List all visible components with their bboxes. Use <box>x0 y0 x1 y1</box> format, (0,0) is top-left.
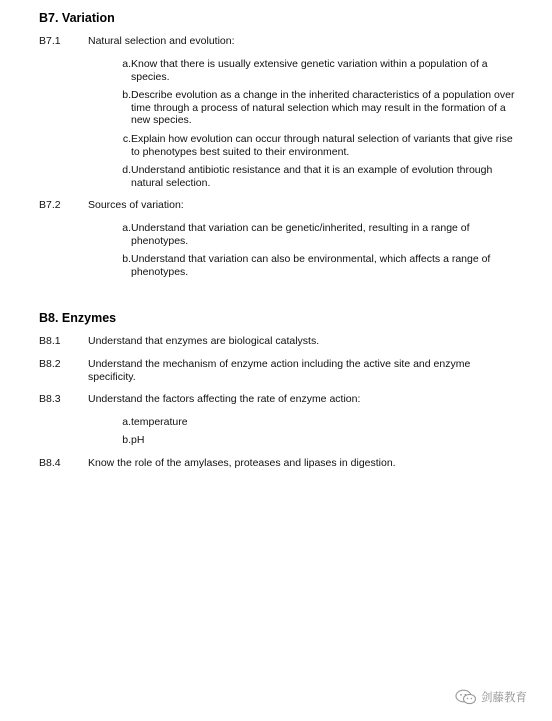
subitem-b7-2-a <box>117 222 515 247</box>
subitem-marker: b. <box>122 434 131 446</box>
subitem-text: Describe evolution as a change in the inherited characteristics of a population over time through a process of natural selection which may result in the formation of a new species. <box>131 89 515 126</box>
subitem-b7-1-c <box>117 133 515 158</box>
subitem-b8-3-a <box>117 416 515 429</box>
subitem-b8-3-b <box>117 434 515 447</box>
item-text-b8-1: Understand that enzymes are biological catalysts. <box>88 335 320 347</box>
item-code-b7-1: B7.1 <box>39 35 61 47</box>
subitem-b7-2-b <box>117 253 515 278</box>
subitem-text: Explain how evolution can occur through natural selection of variants that give rise to phenotypes best suited to their environment. <box>131 133 513 158</box>
item-code-b7-2: B7.2 <box>39 199 61 211</box>
section-title-b8: B8. Enzymes <box>39 311 117 325</box>
subitem-marker: b. <box>122 253 131 265</box>
subitem-b7-1-b <box>117 89 515 127</box>
subitem-text: Understand antibiotic resistance and that it is an example of evolution through natural selection. <box>131 164 493 189</box>
watermark-text: 剑藤教育 <box>481 692 527 704</box>
subitem-text: pH <box>131 434 145 446</box>
subitem-text: temperature <box>131 416 188 428</box>
subitem-text: Know that there is usually extensive genetic variation within a population of a species. <box>131 58 488 83</box>
item-text-b7-2: Sources of variation: <box>88 199 184 211</box>
item-text-b8-2: Understand the mechanism of enzyme action including the active site and enzyme specificity. <box>88 358 471 383</box>
subitem-marker: d. <box>122 164 131 176</box>
item-text-b8-3: Understand the factors affecting the rate of enzyme action: <box>88 393 361 405</box>
item-code-b8-1: B8.1 <box>39 335 61 347</box>
subitem-marker: b. <box>122 89 131 101</box>
item-code-b8-4: B8.4 <box>39 457 61 469</box>
item-text-b8-4: Know the role of the amylases, proteases and lipases in digestion. <box>88 457 396 469</box>
item-code-b8-3: B8.3 <box>39 393 61 405</box>
item-code-b8-2: B8.2 <box>39 358 61 370</box>
watermark <box>455 689 527 705</box>
subitem-b7-1-a <box>117 58 515 83</box>
subitem-text: Understand that variation can be genetic/inherited, resulting in a range of phenotypes. <box>131 222 470 247</box>
subitem-marker: a. <box>122 222 131 234</box>
wechat-icon <box>455 689 477 705</box>
subitem-marker: a. <box>122 58 131 70</box>
subitem-marker: a. <box>122 416 131 428</box>
subitem-text: Understand that variation can also be environmental, which affects a range of phenotypes. <box>131 253 491 278</box>
item-text-b7-1: Natural selection and evolution: <box>88 35 235 47</box>
subitem-marker: c. <box>122 133 131 145</box>
subitem-b7-1-d <box>117 164 515 189</box>
section-title-b7: B7. Variation <box>39 11 115 25</box>
